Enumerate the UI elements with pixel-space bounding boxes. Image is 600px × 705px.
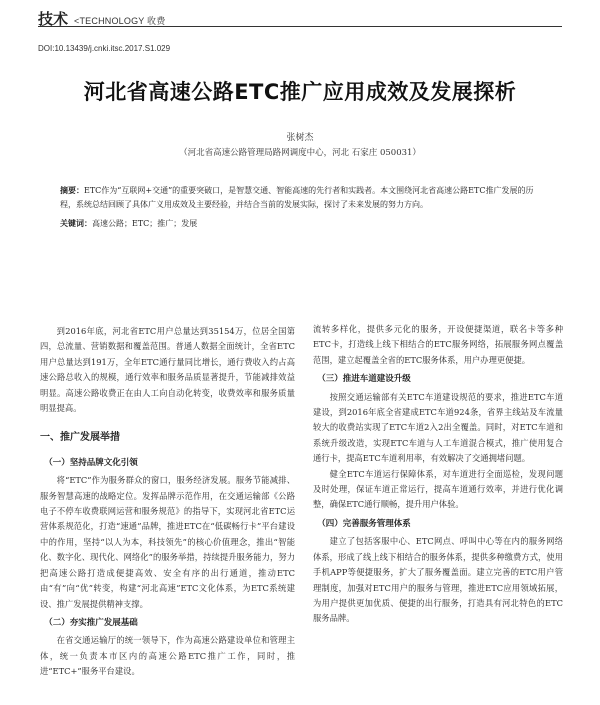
section-label: 技术 (38, 10, 69, 28)
left-column (40, 324, 295, 680)
body-paragraph: 按照交通运输部有关ETC车道建设规范的要求，推进ETC车道建设，到2016年底全省建成ETC车道924条，省界主线站及车流量较大的收费站实现了ETC车道2入2出全覆盖。同时，对ETC车道和系统升级改造，实现ETC车道与人工车道混合模式，推广使用复合通行卡，提高ETC车道利用率，有效解决了交通拥堵问题。 (313, 391, 563, 464)
abstract-label: 摘要： (60, 185, 84, 195)
paper-title: 河北省高速公路ETC推广应用成效及发展探析 (83, 80, 517, 104)
keywords-label: 关键词： (60, 218, 92, 228)
abstract-text: ETC作为“互联网+交通”的重要突破口，是智慧交通、智能高速的先行者和实践者。本文围绕河北省高速公路ETC推广发展的历程，系统总结回顾了具体广义用成效及主要经验，并结合当前的发展实际，探讨了未来发展的努力方向。 (60, 186, 534, 209)
body-paragraph: 在省交通运输厅的统一领导下，作为高速公路建设单位和管理主体，统一负责本市区内的高速公路ETC推广工作，同时，推进“ETC+”服务平台建设。 (40, 635, 295, 677)
section-sublabel: <TECHNOLOGY 收费 (74, 16, 166, 26)
author: 张树杰 (286, 133, 314, 143)
intro-paragraph: 到2016年底，河北省ETC用户总量达到35154万，位居全国第四，总流量、营销数据和覆盖范围。普通人数据全面统计，全省ETC用户总量达到191万，全年ETC通行量同比增长，通行费收入约占高速公路总收入的规模，通行效率和服务品质显著提升，节能减排效益明显。高速公路收费正在由人工向自动化转变，收费效率和服务质量明显提高。 (40, 326, 295, 414)
subsection-heading: （一）坚持品牌文化引领 (44, 457, 138, 468)
body-paragraph: 建立了包括客服中心、ETC网点、呼叫中心等在内的服务网络体系，形成了线上线下相结合的服务体系，提供多种缴费方式，使用手机APP等便捷服务，扩大了服务覆盖面。建立完善的ETC用户管理制度，加强对ETC用户的服务与管理，推进ETC应用领域拓展，为用户提供更加优质、便捷的出行服务，打造具有河北特色的ETC服务品牌。 (313, 536, 563, 624)
keywords-text: 高速公路；ETC；推广；发展 (92, 219, 198, 228)
subsection-heading: （四）完善服务管理体系 (317, 518, 411, 529)
affiliation: （河北省高速公路管理局路网调度中心，河北 石家庄 050031） (179, 148, 421, 158)
body-paragraph: 健全ETC车道运行保障体系，对车道进行全面巡检，发现问题及时处理，保证车道正常运行，提高车道通行效率，并进行优化调整，确保ETC通行顺畅，提升用户体验。 (313, 468, 563, 510)
section-heading: 一、推广发展举措 (40, 432, 120, 444)
body-paragraph: 将“ETC”作为服务群众的窗口，服务经济发展。服务节能减排、服务智慧高速的战略定位。发挥品牌示范作用，在交通运输部《公路电子不停车收费联网运营和服务规范》的指导下，实现河北省ETC运营体系规范化，打造“速通”品牌，推进ETC在“低碳畅行卡”平台建设中的作用，坚持“以人为本，科技领先”的核心价值理念，推出“智能化、数字化、现代化、网络化”的服务举措，持续提升服务能力，努力把高速公路打造成便捷高效、安全有序的出行通道，推动ETC由“有”向“优”转变，构建“河北高速”ETC文化体系，为ETC系统建设、推广发展提供精神支撑。 (40, 475, 295, 609)
header-divider (38, 26, 562, 27)
abstract (60, 183, 540, 212)
body-paragraph: 流转多样化，提供多元化的服务，开设便捷渠道，联名卡等多种ETC卡，打造线上线下相结合的ETC服务网络，拓展服务网点覆盖范围，建立起覆盖全省的ETC服务体系，用户办理更便捷。 (313, 324, 563, 365)
subsection-heading: （三）推进车道建设升级 (317, 374, 411, 385)
keywords (60, 218, 540, 229)
subsection-heading: （二）夯实推广发展基础 (44, 617, 138, 628)
right-column (313, 322, 563, 627)
doi: DOI:10.13439/j.cnki.itsc.2017.S1.029 (38, 44, 171, 53)
